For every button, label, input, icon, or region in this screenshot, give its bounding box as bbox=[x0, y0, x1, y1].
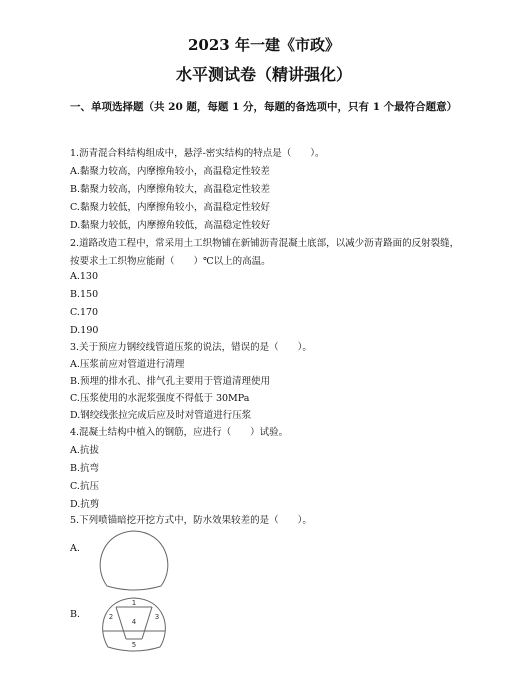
question-1-option-b: B.黏聚力较高，内摩擦角较大，高温稳定性较差 bbox=[70, 184, 271, 195]
figure-label-5: 5 bbox=[131, 641, 137, 649]
question-4-option-d: D.抗剪 bbox=[70, 499, 100, 510]
question-4-stem: 4.混凝土结构中植入的钢筋，应进行（ ）试验。 bbox=[70, 427, 289, 438]
section-heading: 一、单项选择题（共 20 题，每题 1 分，每题的备选项中，只有 1 个最符合题意） bbox=[70, 101, 458, 113]
question-2-option-d: D.190 bbox=[70, 325, 99, 336]
question-5-option-b: B. bbox=[70, 609, 81, 620]
question-3-option-d: D.钢绞线张拉完成后应及时对管道进行压浆 bbox=[70, 410, 252, 421]
question-1-option-c: C.黏聚力较低，内摩擦角较小，高温稳定性较好 bbox=[70, 202, 270, 213]
question-2-stem: 2.道路改造工程中，常采用土工织物铺在新铺沥青混凝土底部，以减少沥青路面的反射裂缝，按要求土工织物应能耐（ ）℃以上的高温。 bbox=[70, 238, 460, 267]
question-3-option-b: B.预埋的排水孔、排气孔主要用于管道清理使用 bbox=[70, 376, 271, 387]
exam-subtitle: 水平测试卷（精讲强化） bbox=[175, 65, 352, 84]
question-3-option-a: A.压浆前应对管道进行清理 bbox=[70, 359, 185, 370]
question-4-option-a: A.抗拔 bbox=[70, 445, 99, 456]
question-2-option-b: B.150 bbox=[70, 289, 99, 300]
question-4-option-b: B.抗弯 bbox=[70, 463, 100, 474]
question-5-option-a: A. bbox=[70, 543, 80, 554]
question-2-option-a: A.130 bbox=[70, 271, 99, 282]
question-3-stem: 3.关于预应力钢绞线管道压浆的说法，错误的是（ ）。 bbox=[70, 342, 312, 353]
full-section-diagram bbox=[98, 528, 170, 592]
figure-label-2: 2 bbox=[108, 613, 114, 621]
exam-title: 2023 年一建《市政》 bbox=[188, 36, 340, 54]
question-2-option-c: C.170 bbox=[70, 307, 99, 318]
figure-label-3: 3 bbox=[154, 613, 160, 621]
question-1-option-d: D.黏聚力较低，内摩擦角较低，高温稳定性较好 bbox=[70, 220, 271, 231]
figure-label-4: 4 bbox=[131, 618, 137, 626]
question-5-stem: 5.下列喷锚暗挖开挖方式中，防水效果较差的是（ ）。 bbox=[70, 515, 312, 526]
question-3-option-c: C.压浆使用的水泥浆强度不得低于 30MPa bbox=[70, 393, 250, 404]
question-1-stem: 1.沥青混合料结构组成中，悬浮-密实结构的特点是（ ）。 bbox=[70, 148, 325, 159]
question-4-option-c: C.抗压 bbox=[70, 481, 99, 492]
multi-part-section-diagram bbox=[98, 595, 170, 657]
question-1-option-a: A.黏聚力较高，内摩擦角较小，高温稳定性较差 bbox=[70, 166, 270, 177]
figure-label-1: 1 bbox=[131, 599, 137, 607]
